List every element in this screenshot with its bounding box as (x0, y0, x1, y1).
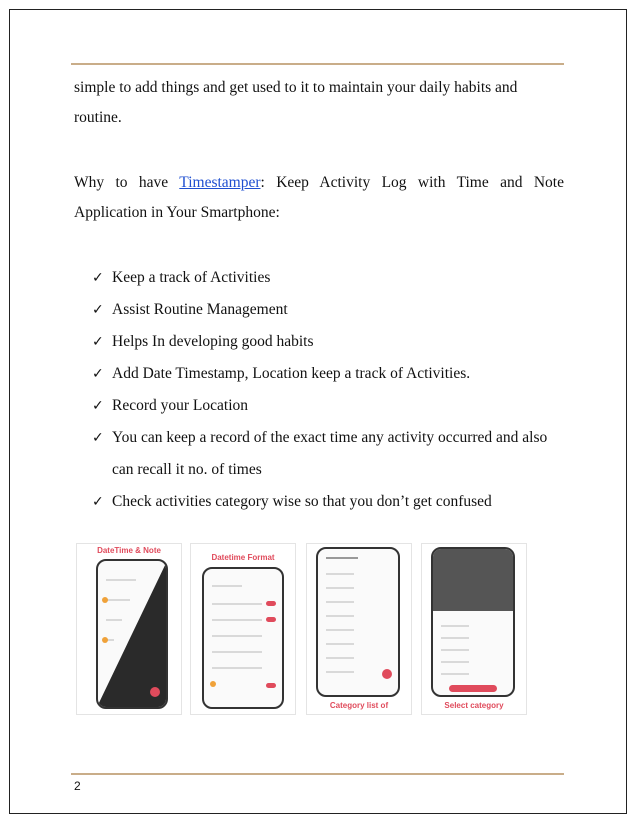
check-icon: ✓ (92, 270, 104, 286)
settings-row (212, 635, 262, 637)
settings-row (212, 585, 242, 587)
why-suffix: : Keep Activity Log with Time and Note Application in Your Smartphone: (74, 174, 564, 221)
dimmed-background (433, 549, 515, 611)
category-row (326, 601, 354, 603)
check-icon: ✓ (92, 494, 104, 510)
phone-mockup (96, 559, 168, 709)
add-icon (382, 669, 392, 679)
check-icon: ✓ (92, 398, 104, 414)
check-icon: ✓ (92, 334, 104, 350)
screenshot-caption: Datetime Format (211, 553, 275, 562)
list-row (106, 619, 122, 621)
add-category-button (449, 685, 497, 692)
footer-rule (71, 773, 564, 775)
screenshot-caption: Category list of (329, 701, 389, 710)
screenshot-select-category (421, 543, 527, 715)
phone-mockup (316, 547, 400, 697)
check-icon: ✓ (92, 430, 104, 446)
category-row (441, 637, 469, 639)
category-row (326, 629, 354, 631)
category-row (441, 625, 469, 627)
category-row (326, 643, 354, 645)
timeline-dot (102, 597, 108, 603)
toggle-switch (266, 683, 276, 688)
list-item: ✓ Record your Location (92, 390, 564, 422)
screenshot-datetime-note (76, 543, 182, 715)
list-item: ✓ Check activities category wise so that you don’t get confused (92, 486, 564, 518)
list-item: ✓ You can keep a record of the exact time any activity occurred and also can recall it no. of times (92, 422, 564, 486)
category-row (441, 661, 469, 663)
add-icon (150, 687, 160, 697)
list-item: ✓ Add Date Timestamp, Location keep a track of Activities. (92, 358, 564, 390)
category-row (326, 573, 354, 575)
settings-row (212, 603, 262, 605)
why-paragraph (74, 168, 564, 228)
timestamper-link[interactable]: Timestamper (179, 174, 261, 191)
settings-row (212, 651, 262, 653)
category-row (441, 673, 469, 675)
list-row (106, 579, 136, 581)
phone-mockup (431, 547, 515, 697)
phone-mockup (202, 567, 284, 709)
toggle-switch (266, 601, 276, 606)
check-icon: ✓ (92, 366, 104, 382)
list-row (106, 599, 130, 601)
toggle-switch (266, 617, 276, 622)
intro-paragraph: simple to add things and get used to it to maintain your daily habits and routine. (74, 79, 518, 126)
settings-row (212, 667, 262, 669)
screenshot-caption: Select category (444, 701, 504, 710)
screenshot-caption: DateTime & Note (97, 546, 161, 555)
category-row (326, 587, 354, 589)
check-icon: ✓ (92, 302, 104, 318)
category-row (441, 649, 469, 651)
header-bar (326, 557, 358, 559)
header-rule (71, 63, 564, 65)
category-row (326, 671, 354, 673)
settings-row (212, 619, 262, 621)
feature-list (92, 262, 564, 518)
screenshot-datetime-format (190, 543, 296, 715)
list-item: ✓ Helps In developing good habits (92, 326, 564, 358)
list-item: ✓ Keep a track of Activities (92, 262, 564, 294)
category-row (326, 657, 354, 659)
screenshot-category-list (306, 543, 412, 715)
page-number: 2 (74, 779, 81, 793)
diagonal-overlay (96, 559, 168, 709)
settings-icon (210, 681, 216, 687)
why-prefix: Why to have (74, 174, 180, 191)
category-row (326, 615, 354, 617)
timeline-dot (102, 637, 108, 643)
list-item: ✓ Assist Routine Management (92, 294, 564, 326)
